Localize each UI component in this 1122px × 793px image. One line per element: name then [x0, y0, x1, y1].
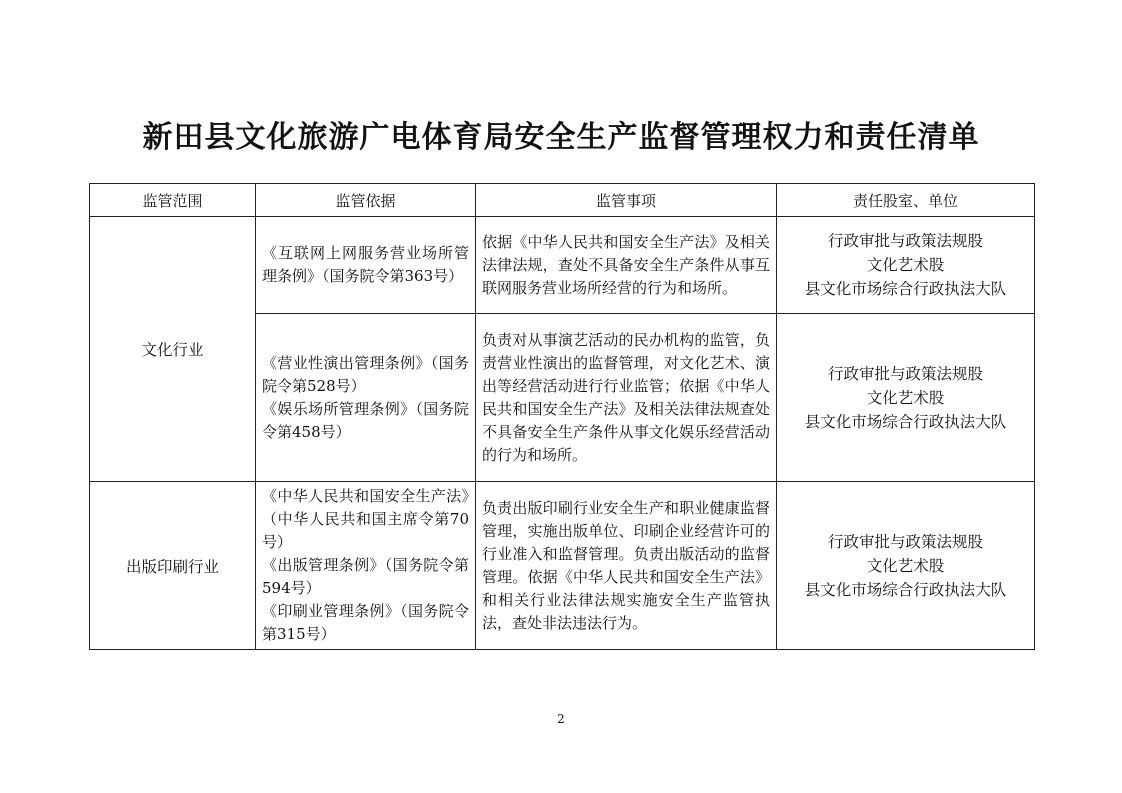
responsible-unit: 文化艺术股 [866, 388, 945, 407]
responsible-unit: 县文化市场综合行政执法大队 [804, 412, 1007, 431]
responsible-cell [777, 482, 1035, 650]
header-scope: 监管范围 [90, 184, 256, 217]
responsible-unit: 文化艺术股 [866, 256, 945, 274]
basis-cell [256, 314, 476, 482]
table-header-row [90, 184, 1035, 217]
responsible-unit: 行政审批与政策法规股 [827, 364, 983, 383]
basis-cell [256, 482, 476, 650]
responsible-cell [777, 314, 1035, 482]
table-row [90, 482, 1035, 650]
basis-text: 《互联网上网服务营业场所管理条例》（国务院令第363号） [262, 244, 469, 285]
responsible-unit: 文化艺术股 [866, 556, 945, 575]
matter-cell: 负责出版印刷行业安全生产和职业健康监督管理，实施出版单位、印刷企业经营许可的行业准入和监督管理。负责出版活动的监督管理。依据《中华人民共和国安全生产法》和相关行业法律法规实施安全生产监管执法，查处非法违法行为。 [476, 482, 777, 650]
basis-text: 《娱乐场所管理条例》（国务院令第458号） [262, 399, 469, 441]
responsible-unit: 县文化市场综合行政执法大队 [804, 280, 1007, 298]
responsible-unit: 行政审批与政策法规股 [827, 232, 983, 250]
basis-cell [256, 217, 476, 314]
basis-text: 《营业性演出管理条例》（国务院令第528号） [262, 353, 469, 395]
header-responsible: 责任股室、单位 [777, 184, 1035, 217]
table-row [90, 217, 1035, 314]
basis-text: 《出版管理条例》（国务院令第594号） [262, 556, 469, 597]
page-number: 2 [557, 712, 565, 726]
basis-text: 《中华人民共和国安全生产法》（中华人民共和国主席令第70号） [262, 487, 469, 551]
page-title: 新田县文化旅游广电体育局安全生产监督管理权力和责任清单 [142, 120, 980, 155]
responsible-unit: 县文化市场综合行政执法大队 [804, 580, 1007, 599]
matter-cell: 依据《中华人民共和国安全生产法》及相关法律法规，查处不具备安全生产条件从事互联网服务营业场所经营的行为和场所。 [476, 217, 777, 314]
header-basis: 监管依据 [256, 184, 476, 217]
responsibility-table [89, 183, 1035, 650]
basis-text: 《印刷业管理条例》（国务院令第315号） [262, 602, 469, 643]
responsible-unit: 行政审批与政策法规股 [827, 532, 983, 551]
matter-cell: 负责对从事演艺活动的民办机构的监管，负责营业性演出的监督管理，对文化艺术、演出等经营活动进行行业监管；依据《中华人民共和国安全生产法》及相关法律法规查处不具备安全生产条件从事文化娱乐经营活动的行为和场所。 [476, 314, 777, 482]
responsible-cell [777, 217, 1035, 314]
scope-cell: 文化行业 [90, 217, 256, 482]
header-matter: 监管事项 [476, 184, 777, 217]
scope-cell: 出版印刷行业 [90, 482, 256, 650]
